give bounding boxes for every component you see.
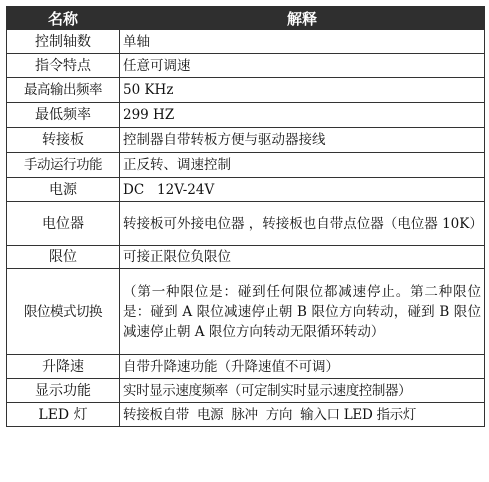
- row-description: （第一种限位是：碰到任何限位都减速停止。第二种限位是：碰到 A 限位减速停止朝 B 限位方向转动，碰到 B 限位减速停止朝 A 限位方向转动无限循环转动）: [120, 269, 485, 355]
- row-description: 任意可调速: [120, 54, 485, 78]
- row-name: 转接板: [7, 128, 120, 153]
- row-name: 控制轴数: [7, 30, 120, 54]
- spec-table: [6, 6, 485, 427]
- row-description: 可接正限位负限位: [120, 246, 485, 269]
- table-row: [7, 178, 485, 202]
- row-name: 最高输出频率: [7, 78, 120, 103]
- row-description: 50 KHz: [120, 78, 485, 103]
- row-description: 自带升降速功能（升降速值不可调）: [120, 355, 485, 379]
- table-row: [7, 153, 485, 178]
- table-row: [7, 246, 485, 269]
- row-name: 指令特点: [7, 54, 120, 78]
- table-row: [7, 202, 485, 246]
- row-description: 单轴: [120, 30, 485, 54]
- table-row: [7, 128, 485, 153]
- column-header-name: 名称: [7, 7, 120, 30]
- row-name: 电源: [7, 178, 120, 202]
- row-description: 299 HZ: [120, 103, 485, 128]
- table-row: [7, 269, 485, 355]
- table-row: [7, 379, 485, 403]
- row-name: 显示功能: [7, 379, 120, 403]
- row-description: 正反转、调速控制: [120, 153, 485, 178]
- row-description: 转接板自带 电源 脉冲 方向 输入口 LED 指示灯: [120, 403, 485, 427]
- table-row: [7, 54, 485, 78]
- table-row: [7, 403, 485, 427]
- row-name: 最低频率: [7, 103, 120, 128]
- table-row: [7, 30, 485, 54]
- table-row: [7, 103, 485, 128]
- table-row: [7, 355, 485, 379]
- row-name: 手动运行功能: [7, 153, 120, 178]
- column-header-description: 解释: [120, 7, 485, 30]
- row-description: 转接板可外接电位器 ，转接板也自带点位器（电位器 10K）: [120, 202, 485, 246]
- table-header-row: [7, 7, 485, 30]
- row-description: 实时显示速度频率（可定制实时显示速度控制器）: [120, 379, 485, 403]
- row-name: 限位: [7, 246, 120, 269]
- row-name: 限位模式切换: [7, 269, 120, 355]
- row-name: LED 灯: [7, 403, 120, 427]
- row-description: 控制器自带转板方便与驱动器接线: [120, 128, 485, 153]
- row-description: DC 12V-24V: [120, 178, 485, 202]
- table-row: [7, 78, 485, 103]
- row-name: 升降速: [7, 355, 120, 379]
- row-name: 电位器: [7, 202, 120, 246]
